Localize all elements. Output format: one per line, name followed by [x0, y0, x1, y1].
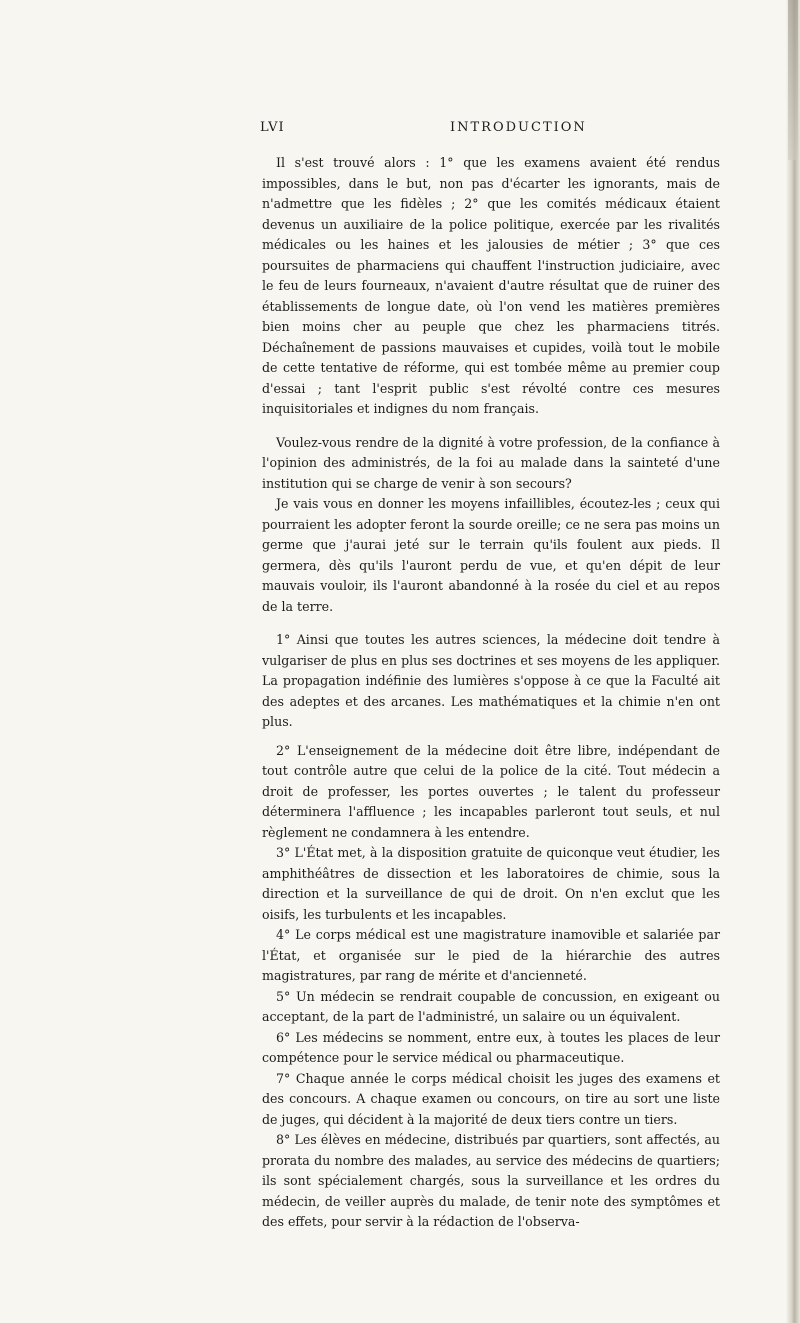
numbered-paragraph: 2° L'enseignement de la médecine doit être libre, indépendant de tout contrôle autre que celui de la police de la cité. Tout médecin a droit de professer, les portes ouvertes ; le talent du professeur déterminera l'affluence ; les incapables parleront tout seuls, et nul règlement ne condamnera à les entendre. [262, 742, 720, 840]
paragraph: Il s'est trouvé alors : 1° que les examens avaient été rendus impossibles, dans le but, non pas d'écarter les ignorants, mais de n'admettre que les fidèles ; 2° que les comités médicaux étaient devenus un auxiliaire de la police politique, exercée par les rivalités médicales ou les haines et les jalousies de métier ; 3° que ces poursuites de pharmaciens qui chauffent l'instruction judiciaire, avec le feu de leurs fourneaux, n'avaient d'autre résultat que de ruiner des établissements de longue date, où l'on vend les matières premières bien moins cher au peuple que chez les pharmaciens titrés. Déchaînement de passions mauvaises et cupides, voilà tout le mobile de cette tentative de réforme, qui est tombée même au premier coup d'essai ; tant l'esprit public s'est révolté contre ces mesures inquisitoriales et indignes du nom français. [262, 155, 720, 416]
numbered-paragraph: 6° Les médecins se nomment, entre eux, à toutes les places de leur compétence pour le service médical ou pharmaceutique. [262, 1029, 720, 1065]
numbered-paragraph: 8° Les élèves en médecine, distribués par quartiers, sont affectés, au prorata du nombre des malades, au service des médecins de quartiers; ils sont spécialement chargés, sous la surveillance et les ordres du médecin, de veiller auprès du malade, de tenir note des symptômes et des effets, pour servir à la rédaction de l'observa- [262, 1132, 720, 1229]
paragraph: Voulez-vous rendre de la dignité à votre profession, de la confiance à l'opinion des administrés, de la foi au malade dans la sainteté d'une institution qui se charge de venir à son secours? [262, 434, 720, 491]
page-edge-shadow [786, 0, 800, 1323]
numbered-paragraph: 3° L'État met, à la disposition gratuite de quiconque veut étudier, les amphithéâtres de dissection et les laboratoires de chimie, sous la direction et la surveillance de qui de droit. On n'en exclut que les oisifs, les turbulents et les incapables. [262, 845, 720, 922]
numbered-paragraph: 4° Le corps médical est une magistrature inamovible et salariée par l'État, et organisée sur le pied de la hiérarchie des autres magistratures, par rang de mérite et d'ancienneté. [262, 927, 720, 983]
running-head: INTRODUCTION [450, 120, 587, 135]
page-number: LVI [260, 120, 285, 135]
page-header [260, 120, 720, 138]
numbered-paragraph: 5° Un médecin se rendrait coupable de concussion, en exigeant ou acceptant, de la part de l'administré, un salaire ou un équivalent. [262, 988, 720, 1024]
numbered-paragraph: 1° Ainsi que toutes les autres sciences, la médecine doit tendre à vulgariser de plus en plus ses doctrines et ses moyens de les appliquer. La propagation indéfinie des lumières s'oppose à ce que la Faculté ait des adeptes et des arcanes. Les mathématiques et la chimie n'en ont plus. [262, 632, 720, 729]
paragraph: Je vais vous en donner les moyens infaillibles, écoutez-les ; ceux qui pourraient les adopter feront la sourde oreille; ce ne sera pas moins un germe que j'aurai jeté sur le terrain qu'ils foulent aux pieds. Il germera, dès qu'ils l'auront perdu de vue, et qu'en dépit de leur mauvais vouloir, ils l'auront abandonné à la rosée du ciel et au repos de la terre. [262, 496, 720, 614]
page-edge-stain [788, 0, 798, 160]
numbered-paragraph: 7° Chaque année le corps médical choisit les juges des examens et des concours. A chaque examen ou concours, on tire au sort une liste de juges, qui décident à la majorité de deux tiers contre un tiers. [262, 1070, 720, 1127]
body-text [262, 153, 720, 1233]
